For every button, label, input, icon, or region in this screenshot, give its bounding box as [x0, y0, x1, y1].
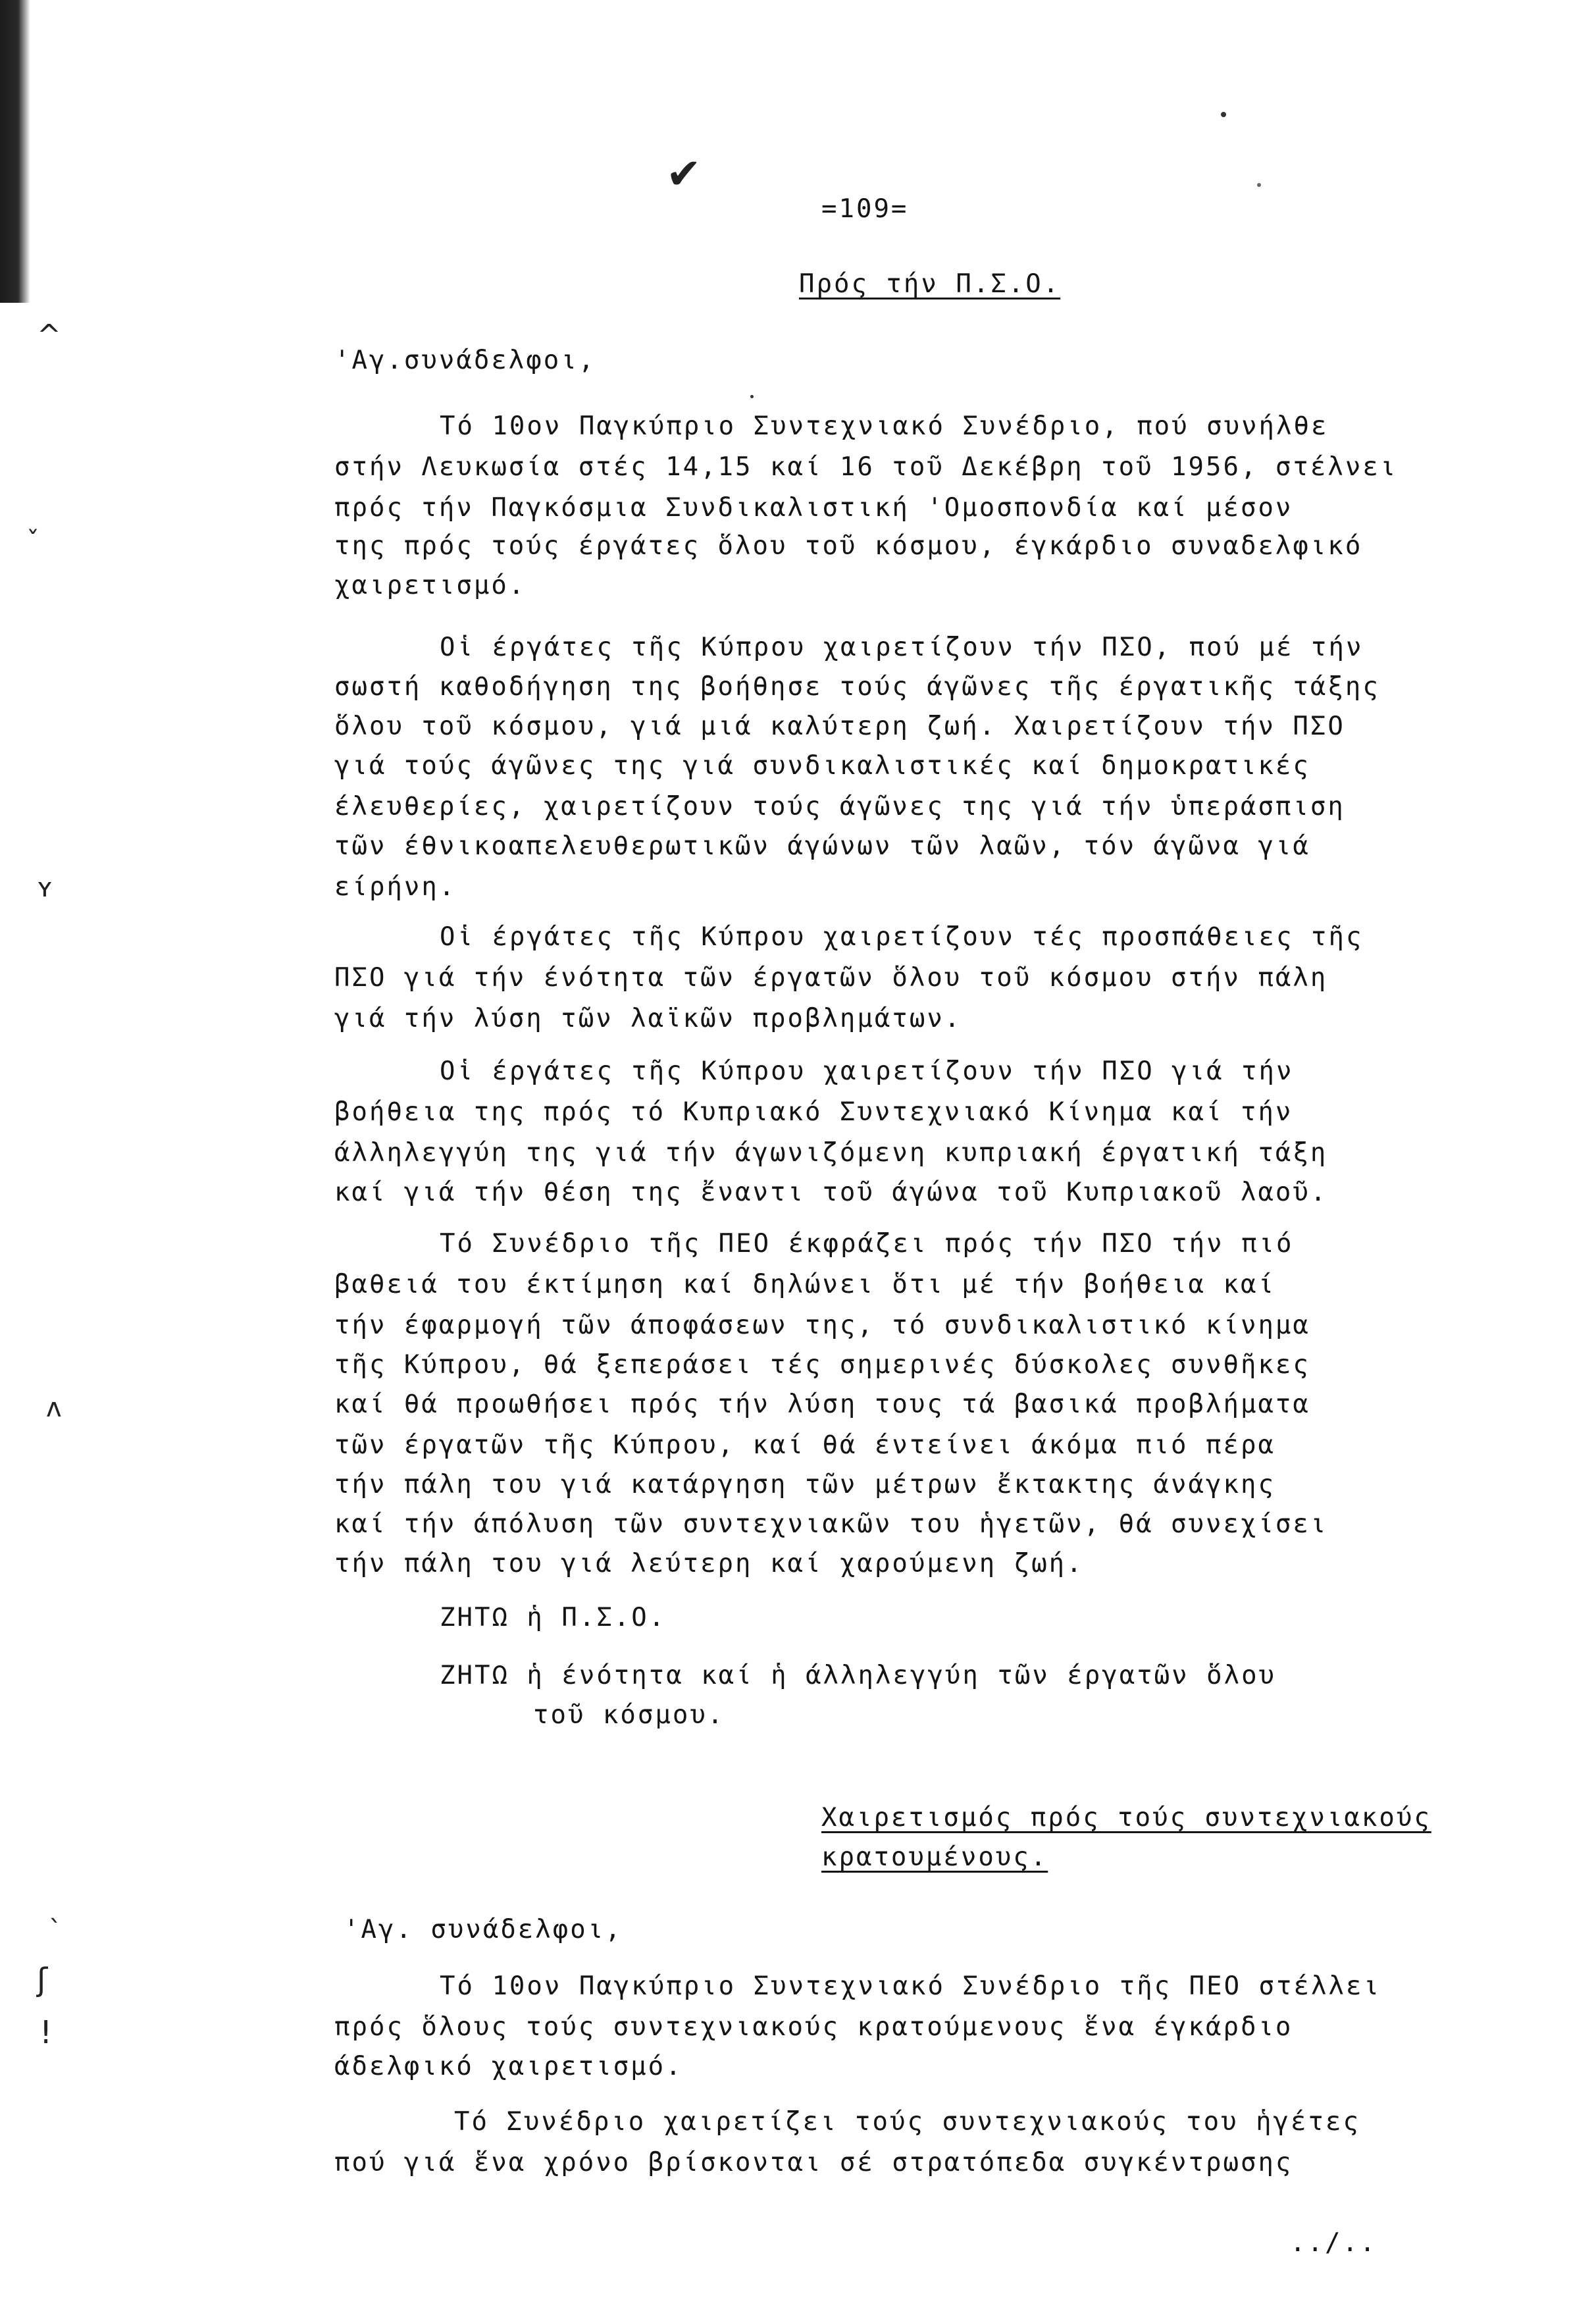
- letter1-line: Τό Συνέδριο τῆς ΠΕΟ έκφράζει πρός τήν ΠΣΟ τήν πιό: [440, 1229, 1294, 1259]
- letter1-line: έλευθερίες, χαιρετίζουν τούς άγῶνες της γιά τήν ὑπεράσπιση: [334, 792, 1345, 821]
- scan-speck: [750, 395, 754, 398]
- margin-tick-mark: ʏ: [37, 873, 53, 903]
- letter1-line: Τό 10ον Παγκύπριο Συντεχνιακό Συνέδριο, πού συνήλθε: [440, 411, 1329, 441]
- letter1-line: χαιρετισμό.: [334, 571, 527, 600]
- letter1-line: τήν πάλη του γιά λεύτερη καί χαρούμενη ζωή.: [334, 1549, 1084, 1578]
- letter1-salutation: 'Αγ.συνάδελφοι,: [334, 346, 596, 375]
- letter1-line: της πρός τούς έργάτες ὅλου τοῦ κόσμου, έγκάρδιο συναδελφικό: [334, 531, 1363, 561]
- letter1-line: καί τήν άπόλυση τῶν συντεχνιακῶν του ἡγετῶν, θά συνεχίσει: [334, 1509, 1328, 1539]
- margin-caret-mark: ʌ: [46, 1393, 62, 1423]
- letter2-line: πού γιά ἕνα χρόνο βρίσκονται σέ στρατόπεδα συγκέντρωσης: [334, 2148, 1293, 2177]
- margin-tick-mark: ˇ: [26, 527, 39, 557]
- letter1-line: τῶν έθνικοαπελευθερωτικῶν άγώνων τῶν λαῶν, τόν άγῶνα γιά: [334, 831, 1310, 861]
- letter2-line: πρός ὅλους τούς συντεχνιακούς κρατούμενους ἕνα έγκάρδιο: [334, 2012, 1293, 2042]
- scan-speck: [1221, 112, 1226, 117]
- margin-caret-mark: ^: [37, 319, 61, 352]
- continuation-mark: ../..: [1290, 2228, 1377, 2258]
- letter1-line: γιά τούς άγῶνες της γιά συνδικαλιστικές καί δημοκρατικές: [334, 751, 1310, 781]
- letter1-line: καί γιά τήν θέση της ἔναντι τοῦ άγώνα τοῦ Κυπριακοῦ λαοῦ.: [334, 1178, 1328, 1207]
- margin-tick-mark: ˋ: [49, 1915, 62, 1946]
- margin-exclamation-mark: !: [39, 2014, 53, 2051]
- check-mark: ✔: [666, 150, 702, 199]
- margin-hook-mark: ʃ: [37, 1962, 48, 1998]
- slogan: ΖΗΤΩ ἡ ένότητα καί ἡ άλληλεγγύη τῶν έργατῶν ὅλου: [440, 1661, 1277, 1690]
- letter1-line: βαθειά του έκτίμηση καί δηλώνει ὅτι μέ τήν βοήθεια καί: [334, 1270, 1275, 1299]
- letter2-line: Τό 10ον Παγκύπριο Συντεχνιακό Συνέδριο τῆς ΠΕΟ στέλλει: [440, 1971, 1381, 2001]
- letter1-line: βοήθεια της πρός τό Κυπριακό Συντεχνιακό Κίνημα καί τήν: [334, 1097, 1293, 1127]
- letter1-title: Πρός τήν Π.Σ.Ο.: [799, 269, 1061, 299]
- letter1-line: Οἱ έργάτες τῆς Κύπρου χαιρετίζουν τές προσπάθειες τῆς: [440, 922, 1364, 952]
- letter1-line: Οἱ έργάτες τῆς Κύπρου χαιρετίζουν τήν ΠΣΟ, πού μέ τήν: [440, 633, 1364, 662]
- letter1-line: καί θά προωθήσει πρός τήν λύση τους τά βασικά προβλήματα: [334, 1390, 1310, 1419]
- letter1-line: τήν πάλη του γιά κατάργηση τῶν μέτρων ἔκτακτης άνάγκης: [334, 1470, 1275, 1499]
- letter2-line: άδελφικό χαιρετισμό.: [334, 2052, 683, 2081]
- slogan: ΖΗΤΩ ἡ Π.Σ.Ο.: [440, 1603, 667, 1632]
- letter2-title: κρατουμένους.: [821, 1842, 1048, 1872]
- letter1-line: στήν Λευκωσία στές 14,15 καί 16 τοῦ Δεκέβρη τοῦ 1956, στέλνει: [334, 452, 1398, 482]
- letter1-line: ΠΣΟ γιά τήν ένότητα τῶν έργατῶν ὅλου τοῦ κόσμου στήν πάλη: [334, 963, 1328, 993]
- scan-speck: [1257, 183, 1261, 187]
- slogan: τοῦ κόσμου.: [533, 1700, 725, 1730]
- letter2-title: Χαιρετισμός πρός τούς συντεχνιακούς: [821, 1803, 1431, 1833]
- letter1-line: σωστή καθοδήγηση της βοήθησε τούς άγῶνες τῆς έργατικῆς τάξης: [334, 672, 1380, 702]
- binding-shadow: [0, 0, 30, 303]
- letter1-line: ὅλου τοῦ κόσμου, γιά μιά καλύτερη ζωή. Χαιρετίζουν τήν ΠΣΟ: [334, 712, 1345, 741]
- letter2-salutation: 'Αγ. συνάδελφοι,: [344, 1915, 623, 1944]
- letter1-line: είρήνη.: [334, 872, 457, 902]
- page-number: =109=: [821, 194, 909, 224]
- letter1-line: πρός τήν Παγκόσμια Συνδικαλιστική 'Ομοσπονδία καί μέσον: [334, 493, 1293, 523]
- letter1-line: τῆς Κύπρου, θά ξεπεράσει τές σημερινές δύσκολες συνθῆκες: [334, 1350, 1310, 1380]
- letter1-line: Οἱ έργάτες τῆς Κύπρου χαιρετίζουν τήν ΠΣΟ γιά τήν: [440, 1056, 1294, 1086]
- letter1-line: τήν έφαρμογή τῶν άποφάσεων της, τό συνδικαλιστικό κίνημα: [334, 1311, 1310, 1340]
- letter1-line: άλληλεγγύη της γιά τήν άγωνιζόμενη κυπριακή έργατική τάξη: [334, 1138, 1328, 1168]
- letter1-line: γιά τήν λύση τῶν λαϊκῶν προβλημάτων.: [334, 1004, 962, 1033]
- letter2-line: Τό Συνέδριο χαιρετίζει τούς συντεχνιακούς του ἡγέτες: [454, 2107, 1360, 2137]
- letter1-line: τῶν έργατῶν τῆς Κύπρου, καί θά έντείνει άκόμα πιό πέρα: [334, 1430, 1275, 1460]
